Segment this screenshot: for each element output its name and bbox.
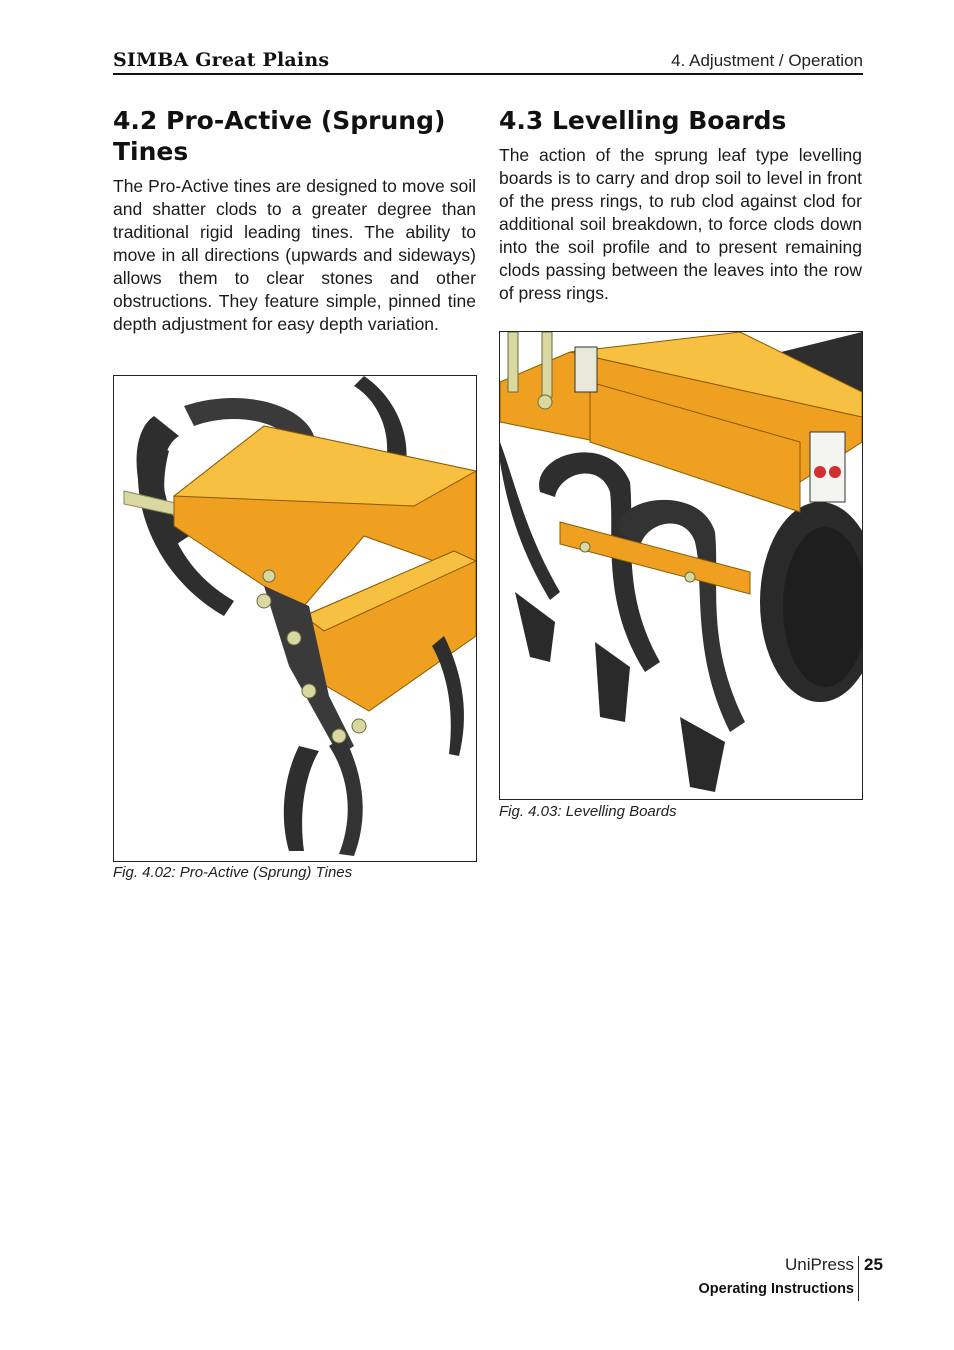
document-type: Operating Instructions	[698, 1281, 854, 1297]
footer-divider	[858, 1256, 859, 1301]
levelling-boards-illustration	[500, 332, 862, 799]
section-body: The Pro-Active tines are designed to move soil and shatter clods to a greater degree than traditional rigid leading tines. The ability to move in all directions (upwards and sideways) allows them to clear stones and other obstructions. They feature simple, pinned tine depth adjustment for easy depth variation.	[113, 176, 476, 334]
page-number: 25	[864, 1255, 883, 1274]
product-name: UniPress	[785, 1255, 854, 1274]
section-heading: 4.2 Pro-Active (Sprung) Tines	[113, 106, 446, 166]
section-body: The action of the sprung leaf type levelling boards is to carry and drop soil to level in front of the press rings, to rub clod against clod for additional soil breakdown, to force clods down into the soil profile and to present remaining clods passing between the leaves into the row of press rings.	[499, 145, 862, 303]
brand-logo: SIMBA Great Plains	[113, 49, 330, 71]
header-divider	[113, 73, 863, 75]
section-heading: 4.3 Levelling Boards	[499, 106, 787, 135]
figure-caption: Fig. 4.03: Levelling Boards	[499, 803, 677, 820]
figure-caption: Fig. 4.02: Pro-Active (Sprung) Tines	[113, 864, 353, 881]
figure-sprung-tines	[113, 375, 477, 862]
figure-levelling-boards	[499, 331, 863, 800]
section-4-2	[113, 105, 476, 336]
section-4-3	[499, 105, 862, 305]
section-title: 4. Adjustment / Operation	[671, 51, 863, 70]
sprung-tines-illustration	[114, 376, 476, 861]
